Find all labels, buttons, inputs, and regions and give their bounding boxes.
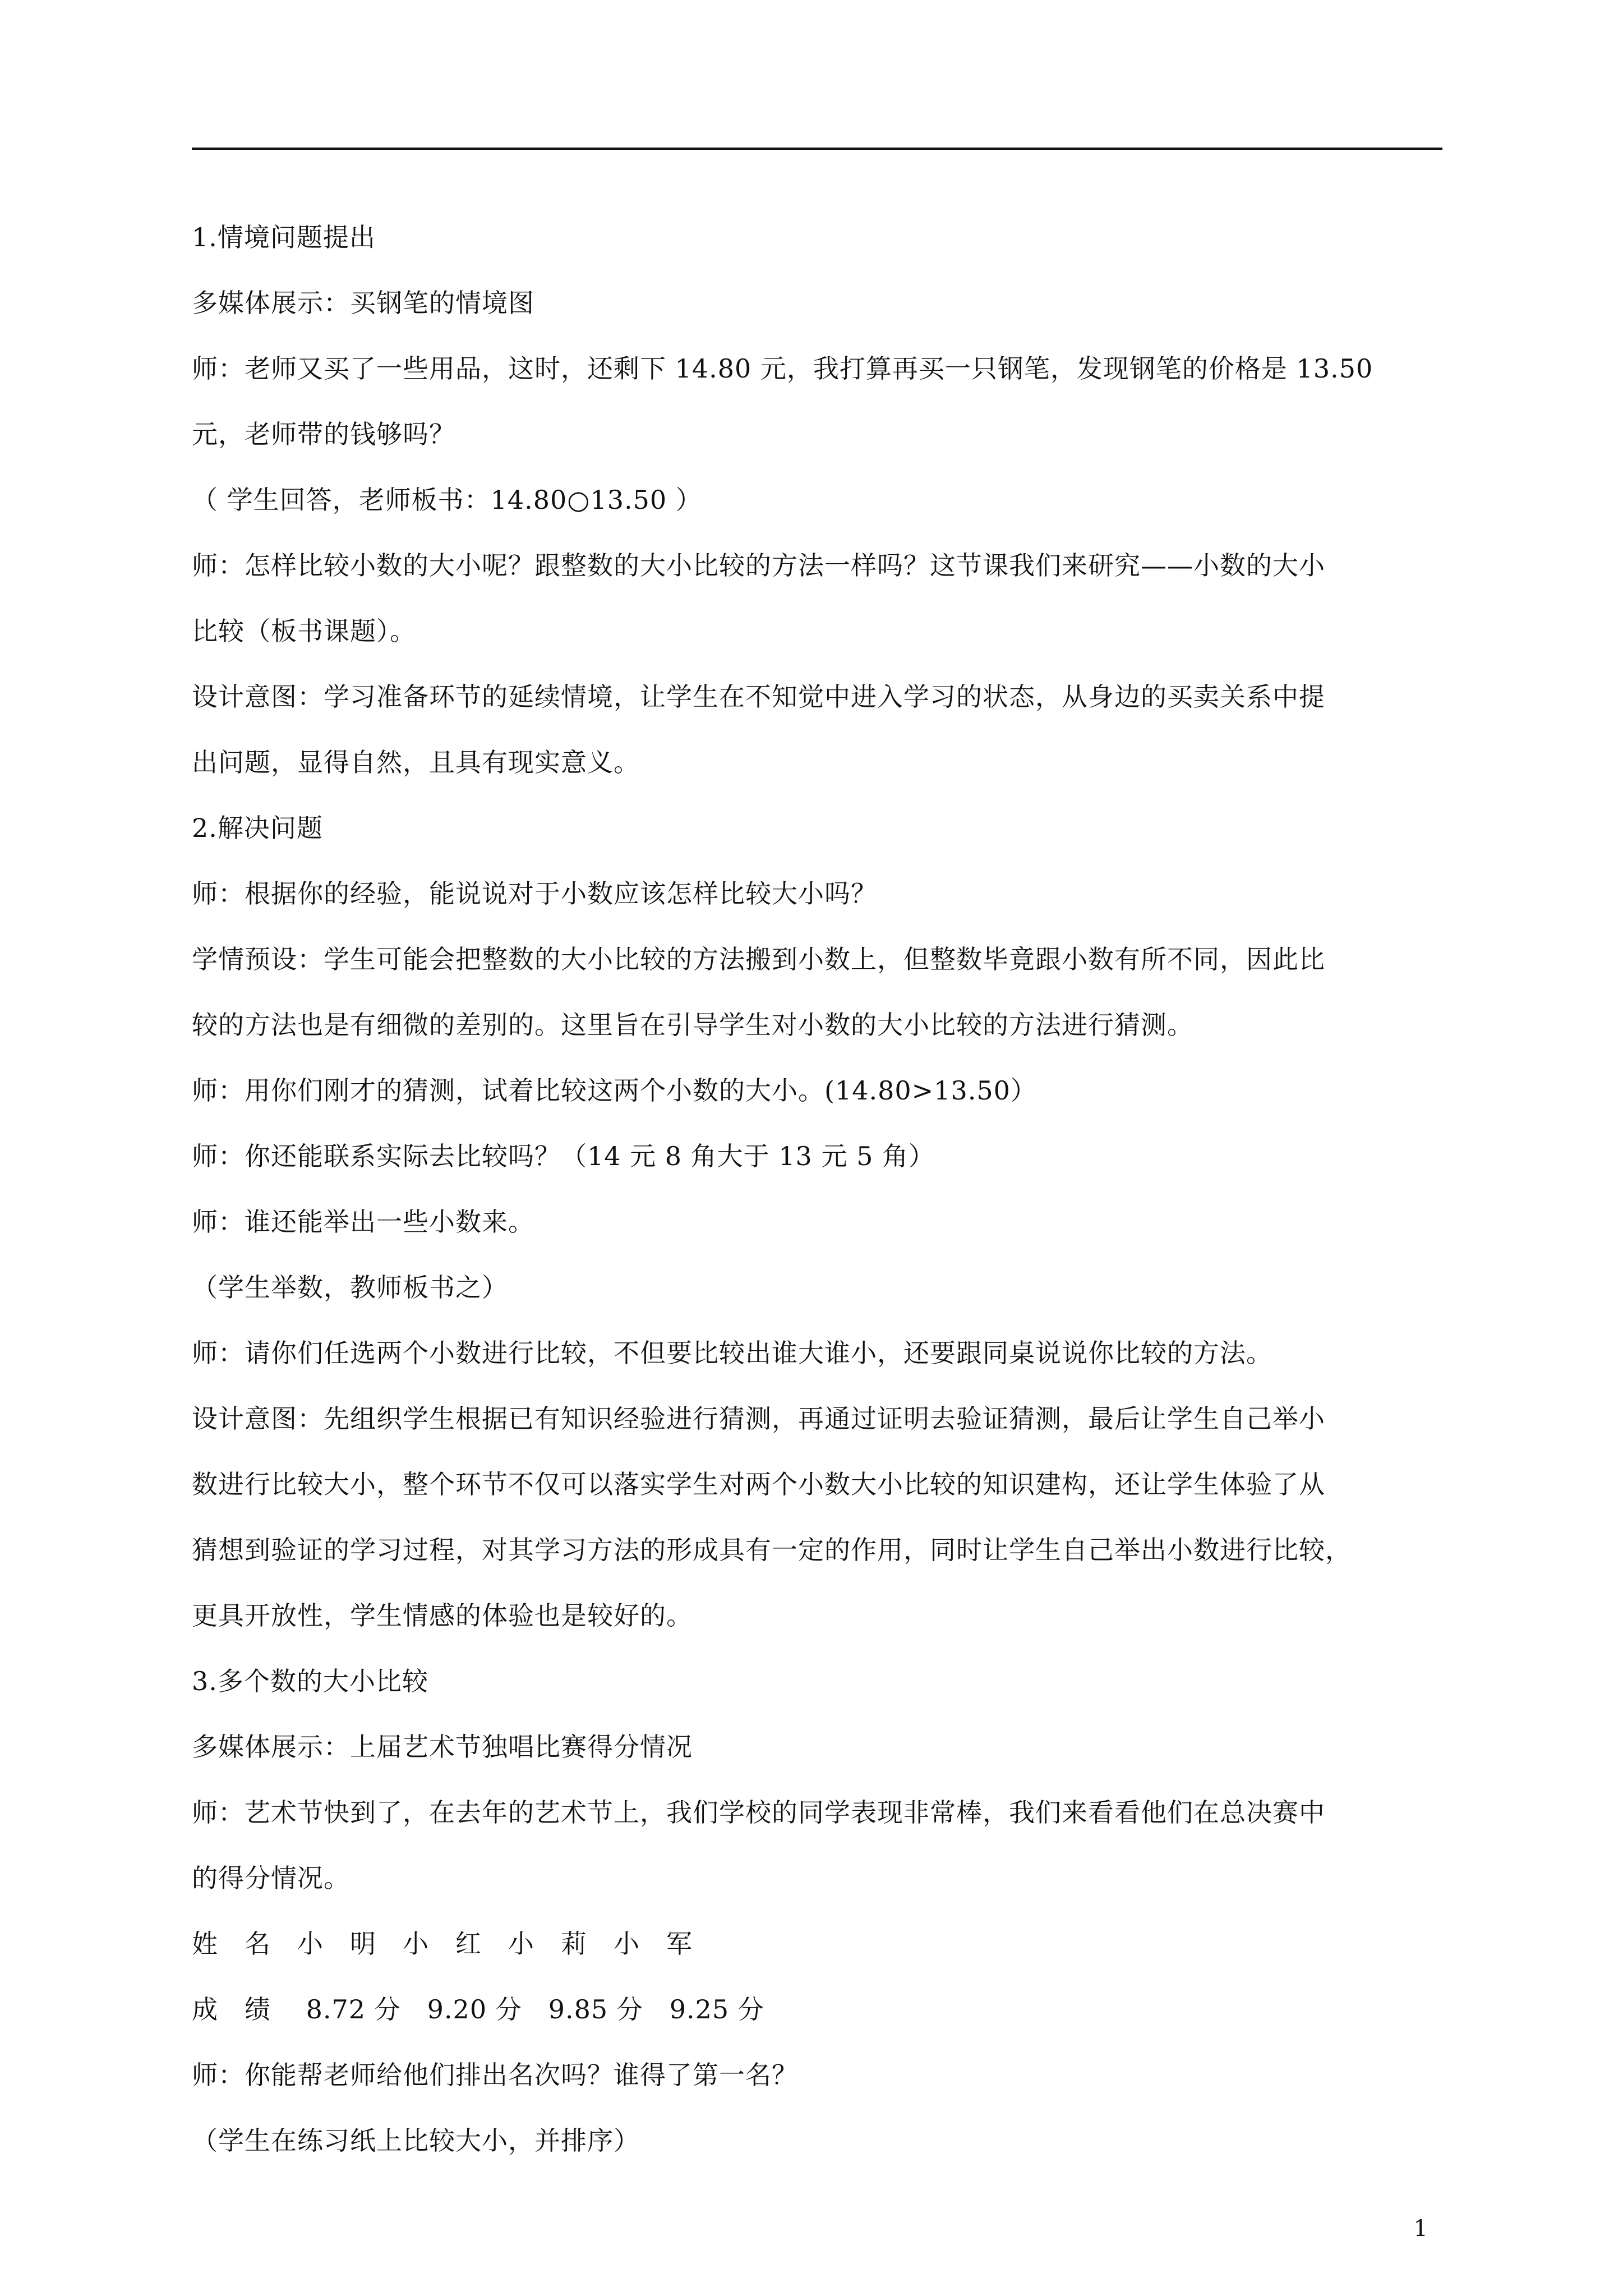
paragraph: 师：怎样比较小数的大小呢？跟整数的大小比较的方法一样吗？这节课我们来研究——小数的大小 <box>192 550 1325 581</box>
paragraph: 较的方法也是有细微的差别的。这里旨在引导学生对小数的大小比较的方法进行猜测。 <box>192 1010 1193 1040</box>
paragraph: （ 学生回答，老师板书：14.80○13.50 ） <box>192 485 702 515</box>
paragraph: 出问题，显得自然，且具有现实意义。 <box>192 747 640 777</box>
paragraph: 多媒体展示：上届艺术节独唱比赛得分情况 <box>192 1732 693 1762</box>
page-number: 1 <box>1413 2216 1428 2242</box>
header-rule <box>192 148 1442 150</box>
score-table-scores-row: 成 绩 8.72 分 9.20 分 9.85 分 9.25 分 <box>192 1994 764 2024</box>
paragraph: 师：根据你的经验，能说说对于小数应该怎样比较大小吗？ <box>192 878 877 909</box>
paragraph: 师：你能帮老师给他们排出名次吗？谁得了第一名？ <box>192 2060 798 2090</box>
paragraph: 师：谁还能举出一些小数来。 <box>192 1207 534 1237</box>
score-table-names-row: 姓 名 小 明 小 红 小 莉 小 军 <box>192 1929 693 1959</box>
paragraph: 师：艺术节快到了，在去年的艺术节上，我们学校的同学表现非常棒，我们来看看他们在总决赛中 <box>192 1797 1325 1828</box>
paragraph: 师：老师又买了一些用品，这时，还剩下 14.80 元，我打算再买一只钢笔，发现钢笔的价格是 13.50 <box>192 353 1373 384</box>
section-heading-2: 2.解决问题 <box>192 813 323 843</box>
paragraph: 设计意图：学习准备环节的延续情境，让学生在不知觉中进入学习的状态，从身边的买卖关系中提 <box>192 682 1325 712</box>
paragraph: 猜想到验证的学习过程，对其学习方法的形成具有一定的作用，同时让学生自己举出小数进行比较， <box>192 1535 1352 1565</box>
paragraph: 师：你还能联系实际去比较吗？（14 元 8 角大于 13 元 5 角） <box>192 1141 935 1171</box>
document-body <box>192 205 1442 2174</box>
section-heading-1: 1.情境问题提出 <box>192 222 376 252</box>
paragraph: 学情预设：学生可能会把整数的大小比较的方法搬到小数上，但整数毕竟跟小数有所不同，因此比 <box>192 944 1325 974</box>
paragraph: 元，老师带的钱够吗？ <box>192 419 455 449</box>
paragraph: 师：用你们刚才的猜测，试着比较这两个小数的大小。(14.80>13.50） <box>192 1075 1037 1106</box>
paragraph: 数进行比较大小，整个环节不仅可以落实学生对两个小数大小比较的知识建构，还让学生体验了从 <box>192 1469 1325 1499</box>
paragraph: 师：请你们任选两个小数进行比较，不但要比较出谁大谁小，还要跟同桌说说你比较的方法。 <box>192 1338 1272 1368</box>
paragraph: 的得分情况。 <box>192 1863 350 1893</box>
paragraph: （学生举数，教师板书之） <box>192 1272 508 1303</box>
paragraph: 设计意图：先组织学生根据已有知识经验进行猜测，再通过证明去验证猜测，最后让学生自己举小 <box>192 1404 1325 1434</box>
paragraph: 更具开放性，学生情感的体验也是较好的。 <box>192 1600 693 1631</box>
paragraph: 多媒体展示：买钢笔的情境图 <box>192 288 534 318</box>
paragraph: （学生在练习纸上比较大小，并排序） <box>192 2125 640 2156</box>
section-heading-3: 3.多个数的大小比较 <box>192 1666 428 1696</box>
paragraph: 比较（板书课题）。 <box>192 616 416 646</box>
